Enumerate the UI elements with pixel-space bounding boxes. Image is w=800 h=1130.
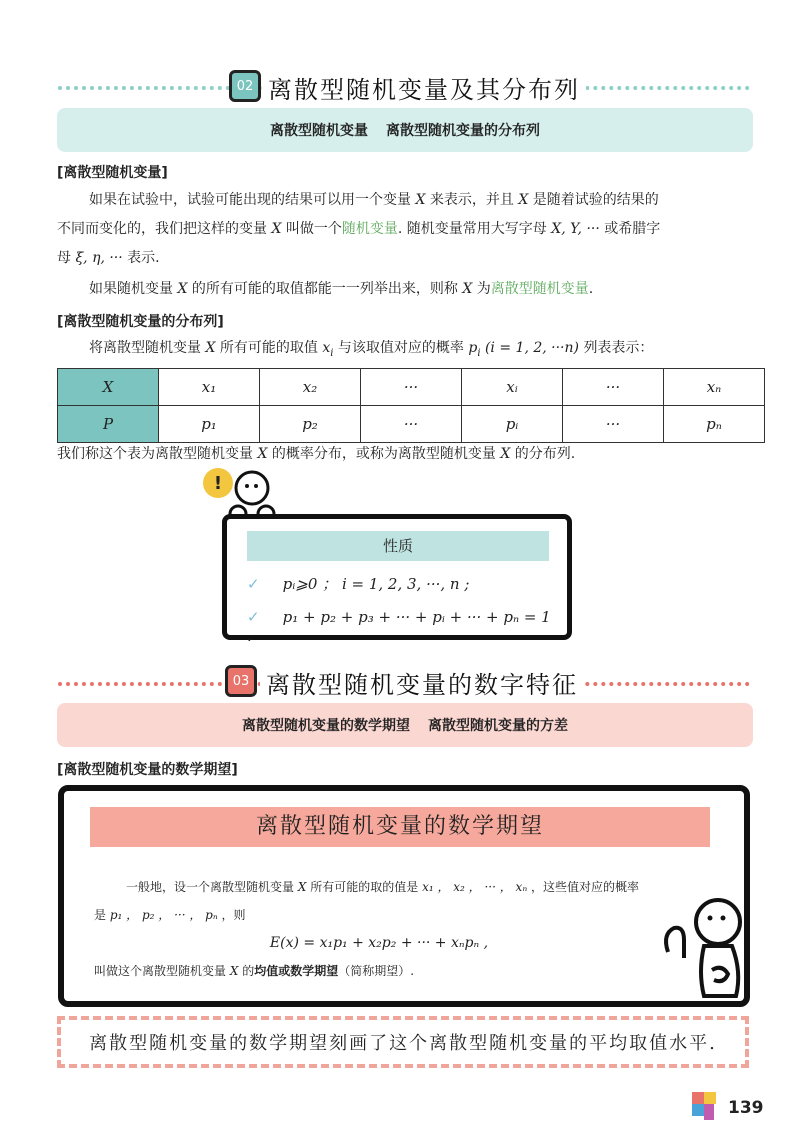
check-icon: ✓ <box>247 575 260 593</box>
banner-03-b: 离散型随机变量的方差 <box>428 718 568 734</box>
var-x: X <box>271 221 282 237</box>
table-row <box>58 369 765 406</box>
var-x: X <box>177 281 188 297</box>
subhead-expectation: [离散型随机变量的数学期望] <box>57 762 238 778</box>
p2-text-c: 为 <box>476 281 491 297</box>
table-cell: x₁ <box>159 369 260 406</box>
p1-text-d: 不同而变化的，我们把这样的变量 <box>57 221 267 237</box>
cartoon-mascot-thumbs-up <box>648 892 746 1004</box>
table-cell: X <box>58 369 159 406</box>
b1-text-c: ，这些值对应的概率 <box>531 880 640 894</box>
table-cell: xₙ <box>664 369 765 406</box>
var-x: X <box>500 446 511 462</box>
p3-index-range: (i = 1, 2, ···n) <box>484 340 579 356</box>
var-x: X <box>229 964 239 978</box>
p2-text-b: 的所有可能的取值都能一一列举出来，则称 <box>191 281 458 297</box>
b1-values: x₁ ， x₂ ， ··· ， xₙ <box>422 880 528 894</box>
table-cell: p₁ <box>159 406 260 443</box>
p4-text-b: 的概率分布，或称为离散型随机变量 <box>271 446 496 462</box>
p1-text-f: . 随机变量常用大写字母 <box>397 221 547 237</box>
banner-03-a: 离散型随机变量的数学期望 <box>242 718 410 734</box>
p3-text-e: 列表表示： <box>583 340 654 356</box>
subhead-random-variable: [离散型随机变量] <box>57 165 168 181</box>
var-xi: $x_i$ <box>322 340 334 359</box>
properties-box <box>222 514 572 645</box>
summary-box <box>57 1016 749 1068</box>
table-row <box>58 406 765 443</box>
b1-text-a: 一般地，设一个离散型随机变量 <box>126 880 295 894</box>
var-x: X <box>462 281 473 297</box>
paragraph-distribution-intro <box>89 334 749 368</box>
var-x: X <box>518 192 529 208</box>
b2-text-b: ，则 <box>221 908 246 922</box>
paragraph-distribution-def <box>57 440 757 469</box>
section-03-title: 离散型随机变量的数字特征 <box>260 665 584 700</box>
banner-02-a: 离散型随机变量 <box>270 123 368 139</box>
subhead-distribution: [离散型随机变量的分布列] <box>57 314 224 330</box>
p1-text-e: 叫做一个 <box>285 221 342 237</box>
properties-title: 性质 <box>247 531 549 561</box>
property-1-text: pᵢ⩾0 ； i = 1, 2, 3, ···, n ; <box>282 575 470 593</box>
p1-text-h: 母 <box>57 250 71 266</box>
b2-text-a: 是 <box>94 908 107 922</box>
b3-text-a: 叫做这个离散型随机变量 <box>94 964 227 978</box>
var-x: X <box>415 192 426 208</box>
p1-text-b: 来表示，并且 <box>429 192 514 208</box>
var-x: X <box>257 446 268 462</box>
b3-text-b: 的 <box>242 964 255 978</box>
term-expectation: 均值或数学期望 <box>254 964 339 978</box>
var-pi: $p_i$ <box>468 340 481 359</box>
term-random-variable: 随机变量 <box>341 221 398 237</box>
b3-text-c: （简称期望）. <box>338 964 415 978</box>
expectation-box <box>58 785 750 1007</box>
p1-greek: ξ, η, ··· <box>75 250 123 266</box>
b1-text-b: 所有可能的取的值是 <box>310 880 419 894</box>
p1-text-g: 或希腊字 <box>604 221 661 237</box>
p1-text-c: 是随着试验的结果的 <box>532 192 659 208</box>
table-cell: pₙ <box>664 406 765 443</box>
p4-text-a: 我们称这个表为离散型随机变量 <box>57 446 253 462</box>
p3-text-a: 将离散型随机变量 <box>89 340 201 356</box>
exclamation-mark: ! <box>213 472 223 494</box>
expectation-title: 离散型随机变量的数学期望 <box>90 807 710 847</box>
var-x: X <box>297 880 307 894</box>
p3-text-b: 所有可能的取值 <box>219 340 318 356</box>
p4-text-c: 的分布列. <box>514 446 576 462</box>
section-03-badge <box>225 665 257 697</box>
section-02-number: 02 <box>236 78 254 94</box>
table-cell: ··· <box>361 369 462 406</box>
section-03-number: 03 <box>232 673 250 689</box>
section-02-banner <box>57 108 753 152</box>
p2-text-d: . <box>588 281 594 297</box>
p1-text-i: 表示. <box>127 250 160 266</box>
table-cell: ··· <box>361 406 462 443</box>
term-discrete-random-variable: 离散型随机变量 <box>490 281 589 297</box>
p1-text-a: 如果在试验中，试验可能出现的结果可以用一个变量 <box>89 192 411 208</box>
table-cell: x₂ <box>260 369 361 406</box>
property-item-2 <box>247 607 557 645</box>
table-cell: ··· <box>563 369 664 406</box>
table-cell: xᵢ <box>462 369 563 406</box>
table-cell: ··· <box>563 406 664 443</box>
p1-vars: X, Y, ··· <box>551 221 600 237</box>
property-2-text: p₁ + p₂ + p₃ + ··· + pᵢ + ··· + pₙ = 1 . <box>247 608 551 645</box>
puzzle-logo-icon <box>690 1090 718 1122</box>
property-item-1 <box>247 573 557 594</box>
section-03-banner <box>57 703 753 747</box>
page-number: 139 <box>728 1098 764 1118</box>
section-02-badge <box>229 70 261 102</box>
banner-02-b: 离散型随机变量的分布列 <box>386 123 540 139</box>
p2-text-a: 如果随机变量 <box>89 281 173 297</box>
p3-text-c: 与该取值对应的概率 <box>337 340 464 356</box>
summary-text: 离散型随机变量的数学期望刻画了这个离散型随机变量的平均取值水平. <box>89 1033 717 1054</box>
table-cell: p₂ <box>260 406 361 443</box>
var-x: X <box>205 340 216 356</box>
paragraph-random-variable <box>57 186 757 304</box>
check-icon: ✓ <box>247 608 260 626</box>
b2-values: p₁ ， p₂ ， ··· ， pₙ <box>109 908 218 922</box>
section-02-title: 离散型随机变量及其分布列 <box>262 70 586 105</box>
expectation-body <box>94 873 694 985</box>
table-cell: P <box>58 406 159 443</box>
distribution-table <box>57 368 765 443</box>
table-cell: pᵢ <box>462 406 563 443</box>
expectation-formula: E(x) = x₁p₁ + x₂p₂ + ··· + xₙpₙ , <box>269 935 489 951</box>
